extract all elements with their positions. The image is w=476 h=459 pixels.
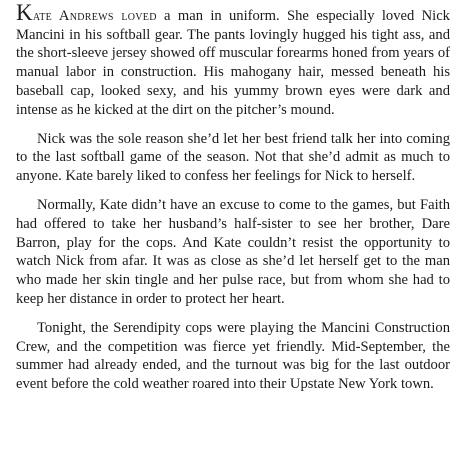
paragraph-3: Normally, Kate didn’t have an excuse to come to the games, but Faith had offered to take her husband’s half-sister to see her brother, Dare Barron, play for the cops. And Kate couldn’t resist the opportunity to watch Nick from afar. It was as close as she’d let herself get to the man who made her skin tingle and her pulse race, but from whom she had to keep her distance in order to protect her heart. (16, 197, 450, 307)
drop-cap-letter: K (16, 0, 33, 25)
paragraph-2: Nick was the sole reason she’d let her best friend talk her into coming to the last softball game of the season. Not that she’d admit as much to anyone. Kate barely liked to confess her feelings for Nick to herself. (16, 130, 450, 185)
opening-paragraph-text: a man in uniform. She especially loved Nick Mancini in his softball gear. The pants lovingly hugged his tight ass, and the short-sleeve jersey showed off muscular forearms honed from years of manual labor in construction. His mahogany hair, messed beneath his baseball cap, looked sexy, and his yummy brown eyes were dark and intense as he kicked at the dirt on the pitcher’s mound. (16, 8, 450, 118)
small-caps-lead-in: ate Andrews loved (32, 8, 157, 24)
opening-paragraph (16, 0, 450, 119)
paragraph-4: Tonight, the Serendipity cops were playing the Mancini Construction Crew, and the competition was fierce yet friendly. Mid-September, the summer had already ended, and the turnout was big for the last outdoor event before the cold weather roared into their Upstate New York town. (16, 320, 450, 393)
